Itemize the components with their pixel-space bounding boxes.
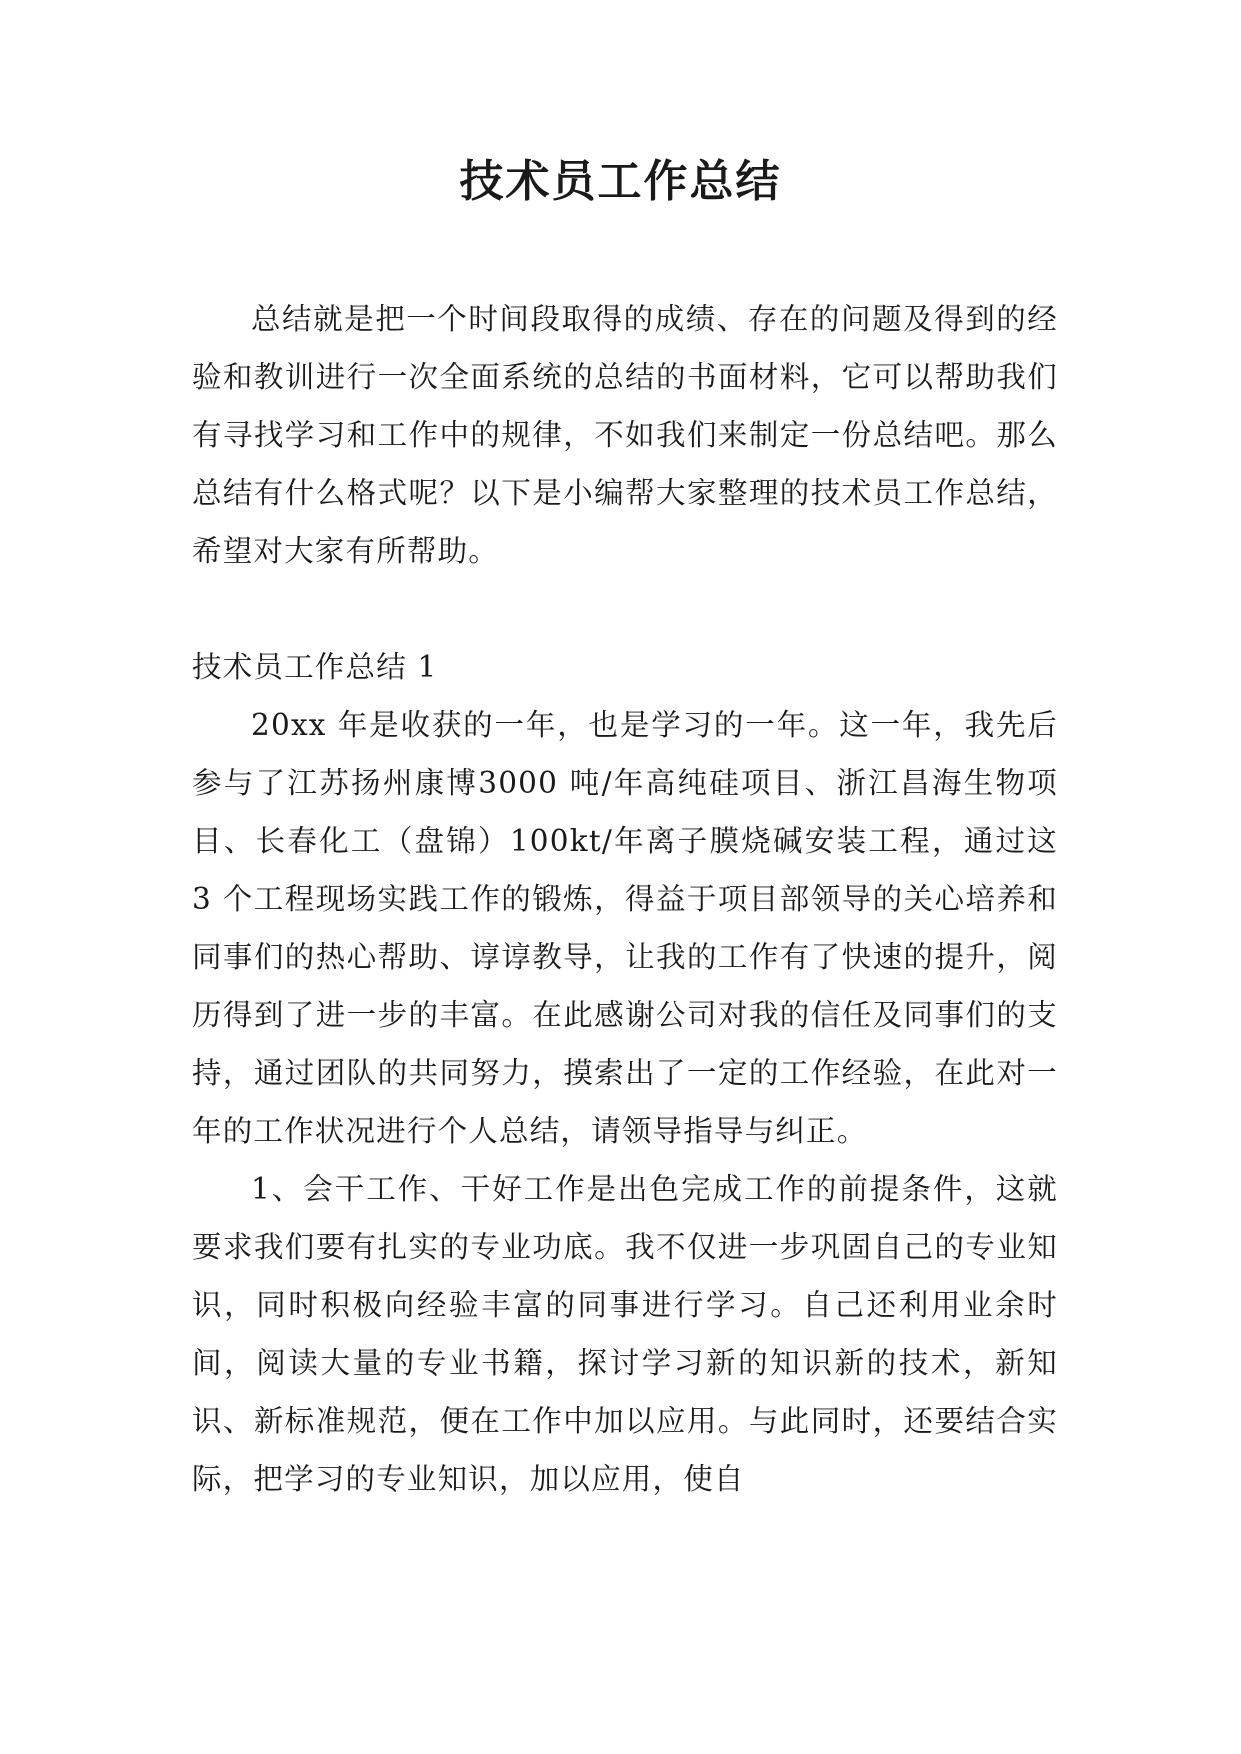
document-body xyxy=(192,290,1058,1508)
body-paragraph-1: 20xx 年是收获的一年，也是学习的一年。这一年，我先后参与了江苏扬州康博3000 吨/年高纯硅项目、浙江昌海生物项目、长春化工（盘锦）100kt/年离子膜烧碱安装工程，通过这 3 个工程现场实践工作的锻炼，得益于项目部领导的关心培养和同事们的热心帮助、谆谆教导，让我的工作有了快速的提升，阅历得到了进一步的丰富。在此感谢公司对我的信任及同事们的支持，通过团队的共同努力，摸索出了一定的工作经验，在此对一年的工作状况进行个人总结，请领导指导与纠正。 xyxy=(192,708,1058,1148)
section-heading: 技术员工作总结 1 xyxy=(192,650,438,684)
intro-paragraph: 总结就是把一个时间段取得的成绩、存在的问题及得到的经验和教训进行一次全面系统的总结的书面材料，它可以帮助我们有寻找学习和工作中的规律，不如我们来制定一份总结吧。那么总结有什么格式呢？以下是小编帮大家整理的技术员工作总结，希望对大家有所帮助。 xyxy=(192,302,1058,568)
document-title: 技术员工作总结 xyxy=(459,156,782,207)
body-paragraph-2: 1、会干工作、干好工作是出色完成工作的前提条件，这就要求我们要有扎实的专业功底。我不仅进一步巩固自己的专业知识，同时积极向经验丰富的同事进行学习。自己还利用业余时间，阅读大量的专业书籍，探讨学习新的知识新的技术，新知识、新标准规范，便在工作中加以应用。与此同时，还要结合实际，把学习的专业知识，加以应用，使自 xyxy=(192,1172,1058,1496)
